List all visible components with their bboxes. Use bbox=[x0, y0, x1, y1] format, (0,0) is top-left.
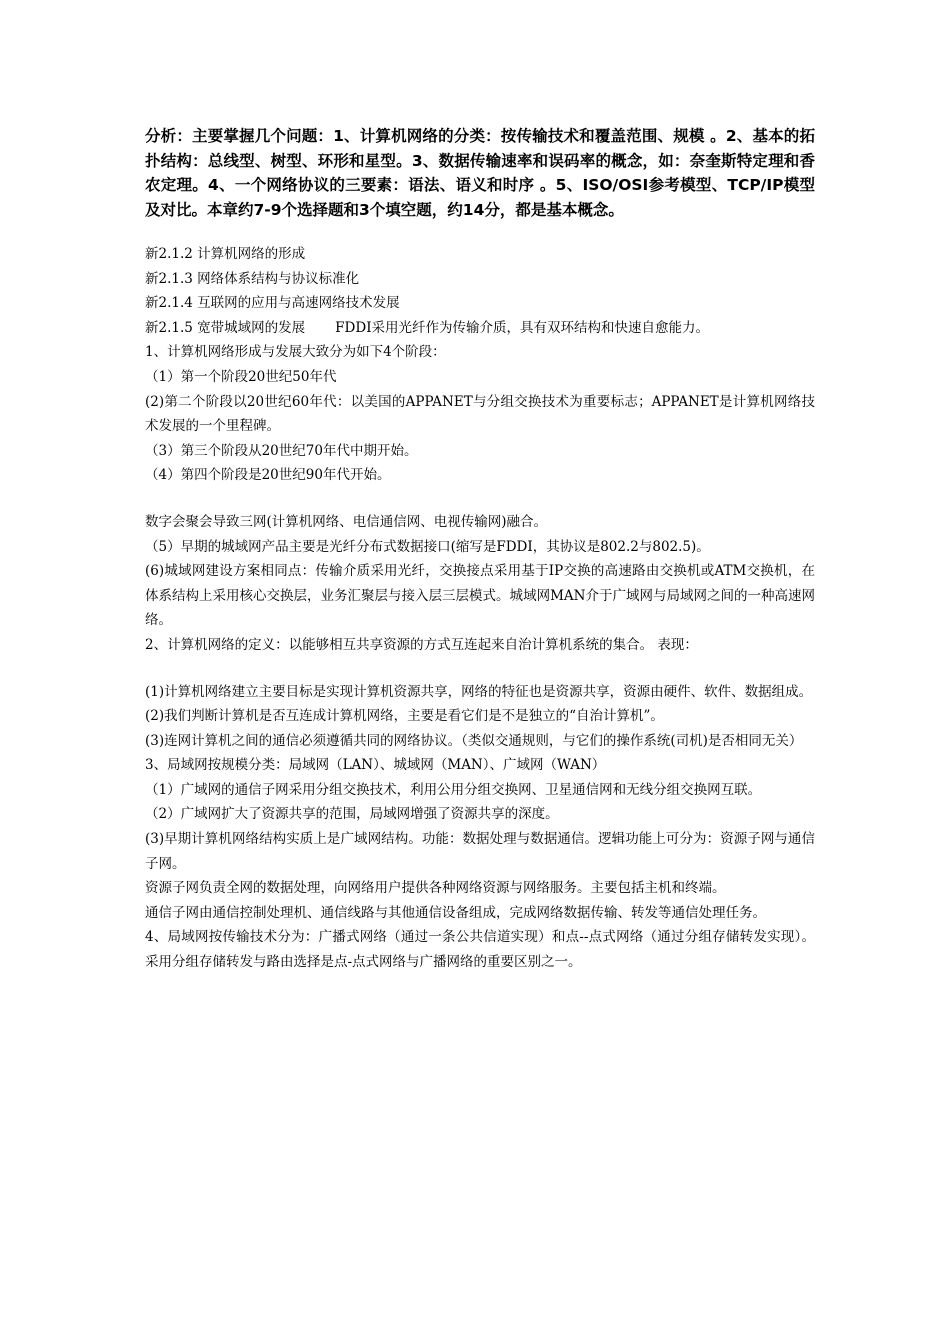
convergence-line: 数字会聚会导致三网(计算机网络、电信通信网、电视传输网)融合。 bbox=[145, 513, 548, 530]
analysis-summary: 分析：主要掌握几个问题：1、计算机网络的分类：按传输技术和覆盖范围、规模 。2、基本的拓扑结构：总线型、树型、环形和星型。3、数据传输速率和误码率的概念，如：奈奎斯特定理和香农定理。4、一个网络协议的三要素：语法、语义和时序 。5、ISO/OSI参考模型、TCP/IP模型及对比。本章约7-9个选择题和3个填空题，约14分，都是基本概念。 bbox=[145, 127, 815, 219]
stage-item: (2)第二个阶段以20世纪60年代：以美国的APPANET与分组交换技术为重要标志；APPANET是计算机网络技术发展的一个里程碑。 bbox=[145, 393, 815, 435]
stage-item: （5）早期的城域网产品主要是光纤分布式数据接口(缩写是FDDI，其协议是802.2与802.5)。 bbox=[145, 538, 710, 555]
stage-item: （1）第一个阶段20世纪50年代 bbox=[145, 368, 337, 385]
scale-item: (3)早期计算机网络结构实质上是广域网结构。功能：数据处理与数据通信。逻辑功能上可分为：资源子网与通信子网。 bbox=[145, 831, 815, 872]
scale-heading: 3、局域网按规模分类：局域网（LAN）、城域网（MAN）、广域网（WAN） bbox=[145, 757, 606, 774]
stage-item: (6)城域网建设方案相同点：传输介质采用光纤，交换接点采用基于IP交换的高速路由交换机或ATM交换机，在体系结构上采用核心交换层，业务汇聚层与接入层三层模式。城域网MAN介于广域网与局域网之间的一种高速网络。 bbox=[145, 563, 815, 629]
definition-item: (2)我们判断计算机是否互连成计算机网络，主要是看它们是不是独立的“自治计算机”。 bbox=[145, 708, 664, 725]
paragraph-gap bbox=[145, 488, 815, 510]
transmission-heading: 4、局域网按传输技术分为：广播式网络（通过一条公共信道实现）和点--点式网络（通过分组存储转发实现）。采用分组存储转发与路由选择是点-点式网络与广播网络的重要区别之一。 bbox=[145, 929, 815, 971]
scale-item: 通信子网由通信控制处理机、通信线路与其他通信设备组成，完成网络数据传输、转发等通信处理任务。 bbox=[145, 904, 766, 921]
paragraph-gap bbox=[145, 658, 815, 680]
scale-item: （1）广域网的通信子网采用分组交换技术，利用公用分组交换网、卫星通信网和无线分组交换网互联。 bbox=[145, 781, 762, 798]
stage-item: （3）第三个阶段从20世纪70年代中期开始。 bbox=[145, 442, 418, 459]
definition-item: (1)计算机网络建立主要目标是实现计算机资源共享，网络的特征也是资源共享，资源由硬件、软件、数据组成。 bbox=[145, 683, 813, 700]
section-heading-2-1-3: 新2.1.3 网络体系结构与协议标准化 bbox=[145, 270, 360, 287]
section-heading-2-1-2: 新2.1.2 计算机网络的形成 bbox=[145, 246, 306, 262]
section-heading-2-1-5: 新2.1.5 宽带城域网的发展 FDDI采用光纤作为传输介质，具有双环结构和快速自愈能力。 bbox=[145, 319, 710, 336]
section-heading-2-1-4: 新2.1.4 互联网的应用与高速网络技术发展 bbox=[145, 295, 400, 312]
document-page bbox=[145, 124, 815, 975]
definition-item: (3)连网计算机之间的通信必须遵循共同的网络协议。（类似交通规则，与它们的操作系统(司机)是否相同无关） bbox=[145, 732, 803, 749]
scale-item: （2）广域网扩大了资源共享的范围，局域网增强了资源共享的深度。 bbox=[145, 806, 559, 823]
definition-heading: 2、计算机网络的定义：以能够相互共享资源的方式互连起来自治计算机系统的集合。 表现： bbox=[145, 636, 698, 653]
scale-item: 资源子网负责全网的数据处理，向网络用户提供各种网络资源与网络服务。主要包括主机和终端。 bbox=[145, 880, 726, 897]
stages-heading: 1、计算机网络形成与发展大致分为如下4个阶段： bbox=[145, 344, 446, 361]
stage-item: （4）第四个阶段是20世纪90年代开始。 bbox=[145, 467, 391, 484]
